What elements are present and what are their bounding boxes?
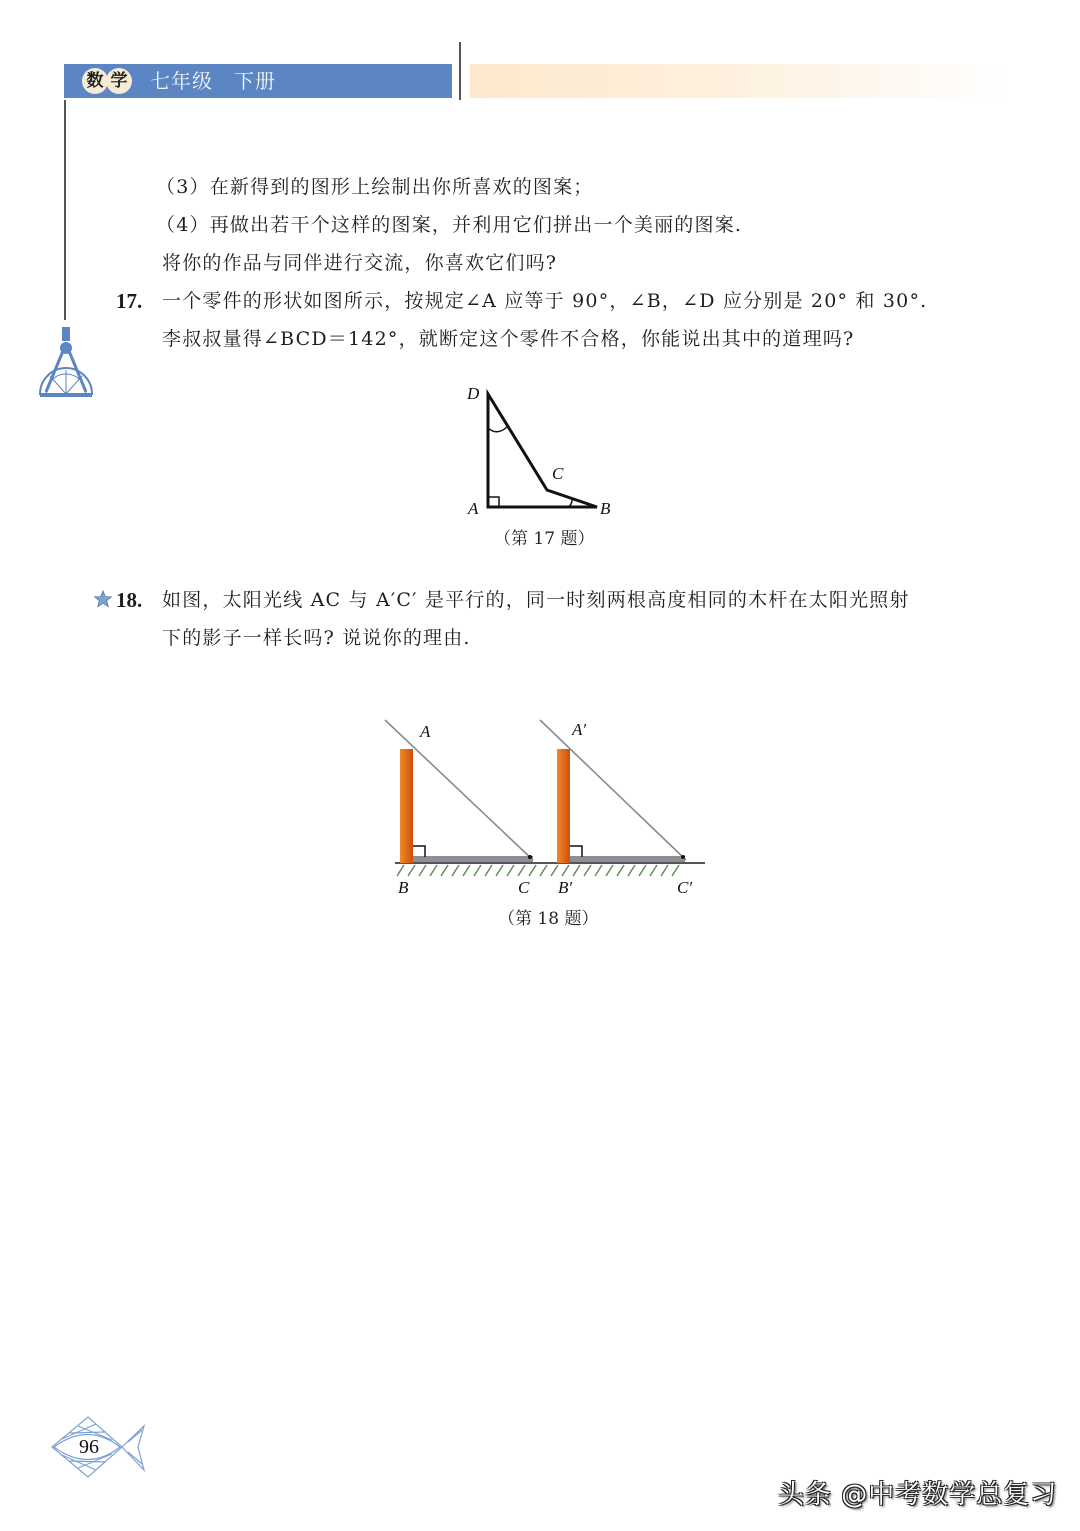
question-18-line-1: 如图，太阳光线 AC 与 A′C′ 是平行的，同一时刻两根高度相同的木杆在太阳光照射 — [162, 589, 910, 611]
margin-line — [64, 100, 66, 320]
header-divider — [459, 42, 461, 100]
question-17-line-1: 一个零件的形状如图所示，按规定∠A 应等于 90°，∠B，∠D 应分别是 20° 和 30°. — [162, 290, 928, 312]
label-C: C — [552, 464, 564, 483]
badge-char-2: 学 — [106, 68, 132, 94]
label-A: A — [468, 499, 479, 518]
compass-protractor-icon — [36, 326, 96, 398]
header-bar — [64, 64, 452, 98]
pole-1 — [400, 749, 413, 863]
pole-2 — [557, 749, 570, 863]
ground-hatch — [397, 865, 679, 876]
star-icon — [94, 590, 112, 608]
figure-18-caption: （第 18 题） — [498, 909, 599, 929]
label-C-prime: C′ — [677, 878, 693, 897]
label-D: D — [467, 384, 480, 403]
label-A: A — [420, 722, 431, 741]
subject-badge — [82, 68, 130, 94]
question-17-line-2: 李叔叔量得∠BCD＝142°，就断定这个零件不合格，你能说出其中的道理吗? — [162, 328, 855, 350]
figure-17-quadrilateral — [455, 380, 625, 520]
page-number: 96 — [79, 1436, 99, 1458]
label-B: B — [398, 878, 409, 897]
label-A-prime: A′ — [572, 720, 587, 739]
figure-17-caption: （第 17 题） — [494, 529, 595, 549]
label-C: C — [518, 878, 530, 897]
label-B: B — [600, 499, 611, 518]
text-line-item-4: （4）再做出若干个这样的图案，并利用它们拼出一个美丽的图案. — [156, 214, 743, 236]
question-17-number: 17. — [116, 289, 143, 313]
header-gradient-band — [470, 64, 1010, 98]
text-line-item-3: （3）在新得到的图形上绘制出你所喜欢的图案； — [156, 176, 594, 198]
text-line-exchange: 将你的作品与同伴进行交流，你喜欢它们吗? — [162, 252, 558, 274]
question-18-number: 18. — [116, 588, 143, 612]
figure-18-shadows — [380, 712, 720, 897]
question-18-line-2: 下的影子一样长吗? 说说你的理由. — [162, 627, 471, 649]
badge-char-1: 数 — [82, 68, 108, 94]
watermark: 头条 @中考数学总复习 — [778, 1480, 1058, 1510]
label-B-prime: B′ — [558, 878, 573, 897]
book-title: 七年级 下册 — [150, 69, 276, 93]
